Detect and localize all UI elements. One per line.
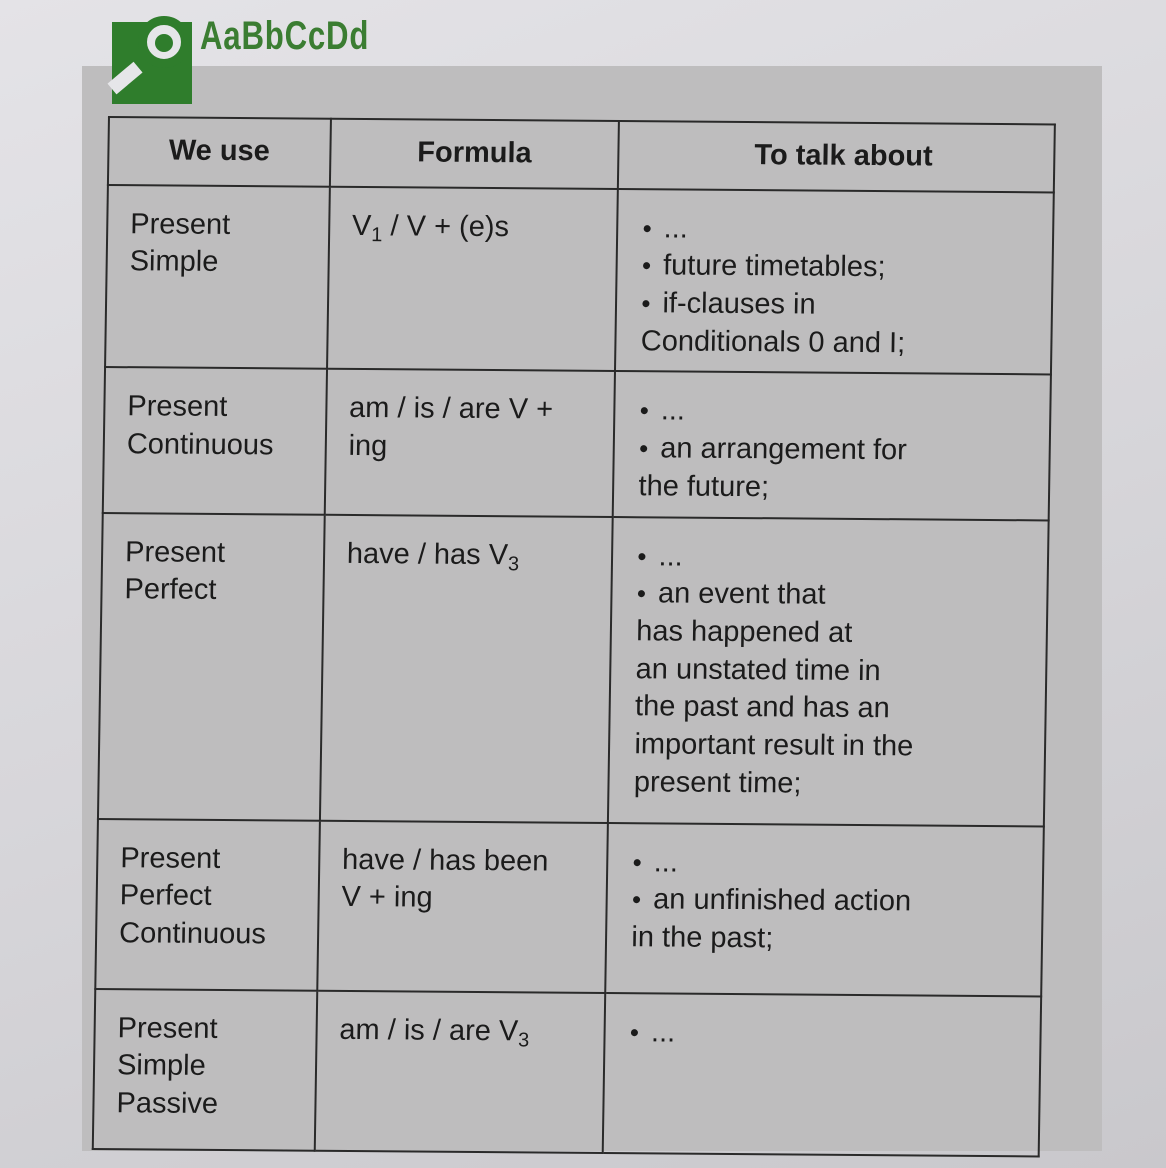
header-row: [108, 117, 1055, 192]
formula-subscript: 3: [507, 552, 520, 575]
formula-cell: [317, 820, 608, 992]
tense-cell: [95, 819, 319, 991]
tense-line: Present: [127, 390, 228, 424]
formula-text-post: / V + (e)s: [382, 209, 510, 243]
usage-bullet: • ...: [642, 210, 1030, 251]
formula-text: V: [351, 209, 372, 242]
usage-bullet: • ...: [630, 1014, 1018, 1055]
logo-text: AaBbCcDd: [200, 14, 370, 58]
formula-cell: [327, 186, 618, 371]
formula-text: have / has V: [346, 537, 509, 571]
formula-cell: [315, 990, 606, 1152]
usage-cell: [613, 371, 1051, 519]
usage-bullet: • an event that: [637, 575, 1025, 616]
formula-subscript: 1: [371, 223, 383, 246]
usage-bullet: • an unfinished action: [632, 881, 1020, 922]
tense-cell: [98, 513, 325, 821]
tense-cell: [105, 185, 330, 369]
tense-line: Perfect: [119, 879, 212, 913]
tense-line: Simple: [116, 1049, 206, 1083]
formula-cell: [320, 514, 613, 822]
formula-text: have / has been: [341, 843, 549, 878]
header-we-use: We use: [108, 117, 331, 186]
table-row: [98, 513, 1049, 826]
magnifier-dot: [155, 34, 173, 52]
formula-text: am / is / are V + ing: [348, 392, 554, 463]
usage-continuation: the past and has an: [634, 690, 891, 725]
formula-text: am / is / are V: [339, 1013, 519, 1047]
tense-line: Continuous: [126, 428, 274, 462]
formula-text-line2: V + ing: [341, 881, 433, 914]
header-to-talk-about: To talk about: [618, 121, 1055, 192]
logo: [112, 14, 372, 106]
table-row: [95, 819, 1044, 996]
grammar-table: [92, 116, 1056, 1157]
usage-continuation: has happened at: [636, 615, 853, 649]
usage-cell: [615, 189, 1053, 375]
usage-continuation: present time;: [633, 765, 802, 800]
usage-bullet: • ...: [632, 844, 1020, 885]
tense-line: Passive: [116, 1087, 219, 1120]
usage-bullet: • if-clauses in: [641, 285, 1029, 326]
usage-bullet: • future timetables;: [642, 248, 1030, 289]
usage-cell: [603, 993, 1041, 1156]
table-row: [103, 367, 1051, 519]
usage-continuation: in the past;: [631, 921, 774, 955]
tense-line: Continuous: [118, 917, 267, 951]
usage-bullet: • ...: [639, 393, 1027, 434]
usage-continuation: the future;: [638, 470, 770, 504]
table-row: [93, 989, 1041, 1156]
formula-subscript: 3: [517, 1028, 530, 1051]
tense-cell: [103, 367, 327, 514]
tense-line: Present: [117, 1011, 218, 1045]
usage-bullet: • ...: [637, 538, 1025, 579]
tense-line: Present: [124, 535, 226, 569]
grammar-table-sheet: [92, 116, 1056, 1151]
table-row: [105, 185, 1054, 375]
usage-continuation: an unstated time in: [635, 652, 881, 687]
usage-cell: [606, 823, 1044, 996]
tense-cell: [93, 989, 317, 1151]
tense-line: Present: [120, 841, 221, 875]
tense-line: Perfect: [124, 573, 217, 607]
tense-line: Present: [130, 207, 231, 241]
usage-continuation: important result in the: [634, 728, 914, 763]
usage-bullet: • an arrangement for: [639, 430, 1027, 471]
usage-continuation: Conditionals 0 and I;: [640, 324, 906, 360]
usage-cell: [608, 517, 1048, 826]
formula-cell: [325, 369, 616, 516]
tense-line: Simple: [129, 245, 219, 279]
header-formula: Formula: [330, 119, 620, 189]
